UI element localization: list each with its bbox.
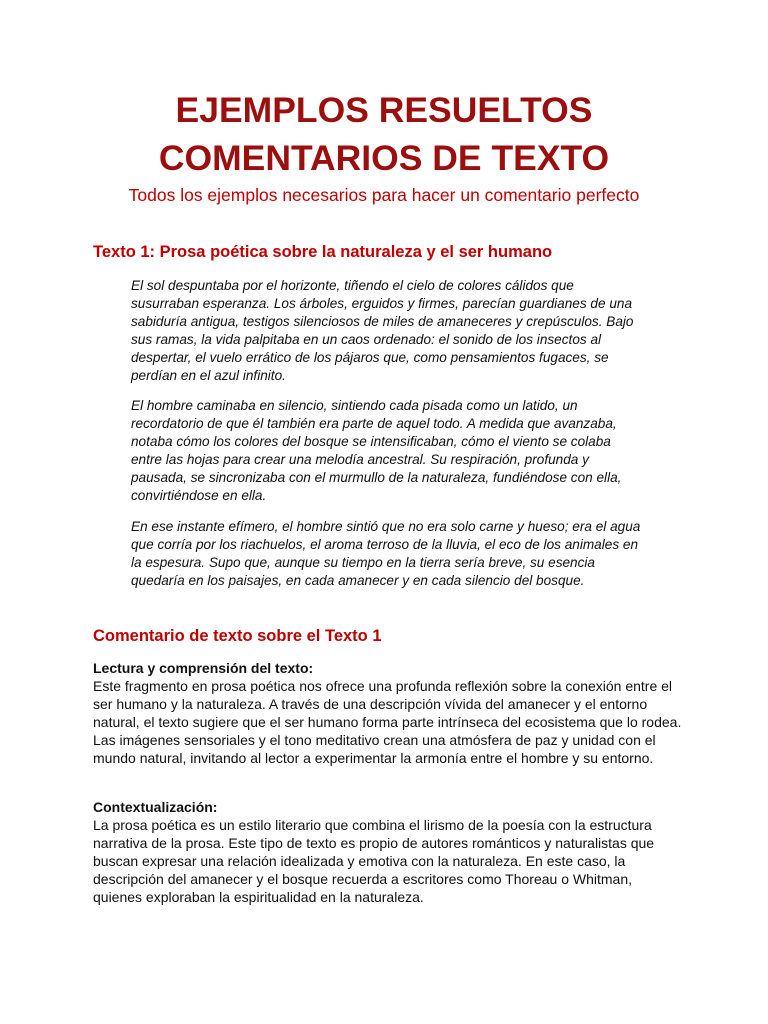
title-line-2: COMENTARIOS DE TEXTO <box>158 138 610 178</box>
texto1-heading: Texto 1: Prosa poética sobre la naturaleza y el ser humano <box>93 243 553 261</box>
section-label-contextualizacion: Contextualización: <box>93 799 218 815</box>
texto1-paragraph-2: El hombre caminaba en silencio, sintiendo cada pisada como un latido, un recordatorio de que él también era parte de aquel todo. A medida que avanzaba, notaba cómo los colores del bosque se intensificaban, cómo el viento se colaba entre las hojas para crear una melodía ancestral. Su respiración, profunda y pausada, se sincronizaba con el murmullo de la naturaleza, fundiéndose con ella, convirtiéndose en ella. <box>131 398 622 503</box>
document-subtitle: Todos los ejemplos necesarios para hacer un comentario perfecto <box>128 185 640 205</box>
texto1-paragraph-1: El sol despuntaba por el horizonte, tiñendo el cielo de colores cálidos que susurraban esperanza. Los árboles, erguidos y firmes, parecían guardianes de una sabiduría antigua, testigos silenciosos de miles de amaneceres y crepúsculos. Bajo sus ramas, la vida palpitaba en un caos ordenado: el sonido de los insectos al despertar, el vuelo errático de los pájaros que, como pensamientos fugaces, se perdían en el azul infinito. <box>131 278 634 383</box>
texto1-paragraph-3: En ese instante efímero, el hombre sintió que no era solo carne y hueso; era el agua que corría por los riachuelos, el aroma terroso de la lluvia, el eco de los animales en la espesura. Supo que, aunque su tiempo en la tierra sería breve, su esencia quedaría en los paisajes, en cada amanecer y en cada silencio del bosque. <box>131 519 641 588</box>
section-label-lectura: Lectura y comprensión del texto: <box>93 660 314 676</box>
comentario-heading: Comentario de texto sobre el Texto 1 <box>93 627 382 645</box>
document-title <box>0 86 768 182</box>
section-text-contextualizacion: La prosa poética es un estilo literario que combina el lirismo de la poesía con la estructura narrativa de la prosa. Este tipo de texto es propio de autores románticos y naturalistas que buscan expresar una relación idealizada y emotiva con la naturaleza. En este caso, la descripción del amanecer y el bosque recuerda a escritores como Thoreau o Whitman, quienes exploraban la espiritualidad en la naturaleza. <box>93 817 655 905</box>
section-text-lectura: Este fragmento en prosa poética nos ofrece una profunda reflexión sobre la conexión entre el ser humano y la naturaleza. A través de una descripción vívida del amanecer y el entorno natural, el texto sugiere que el ser humano forma parte intrínseca del ecosistema que lo rodea. Las imágenes sensoriales y el tono meditativo crean una atmósfera de paz y unidad con el mundo natural, invitando al lector a experimentar la armonía entre el hombre y su entorno. <box>93 678 682 766</box>
title-line-1: EJEMPLOS RESUELTOS <box>175 90 593 130</box>
